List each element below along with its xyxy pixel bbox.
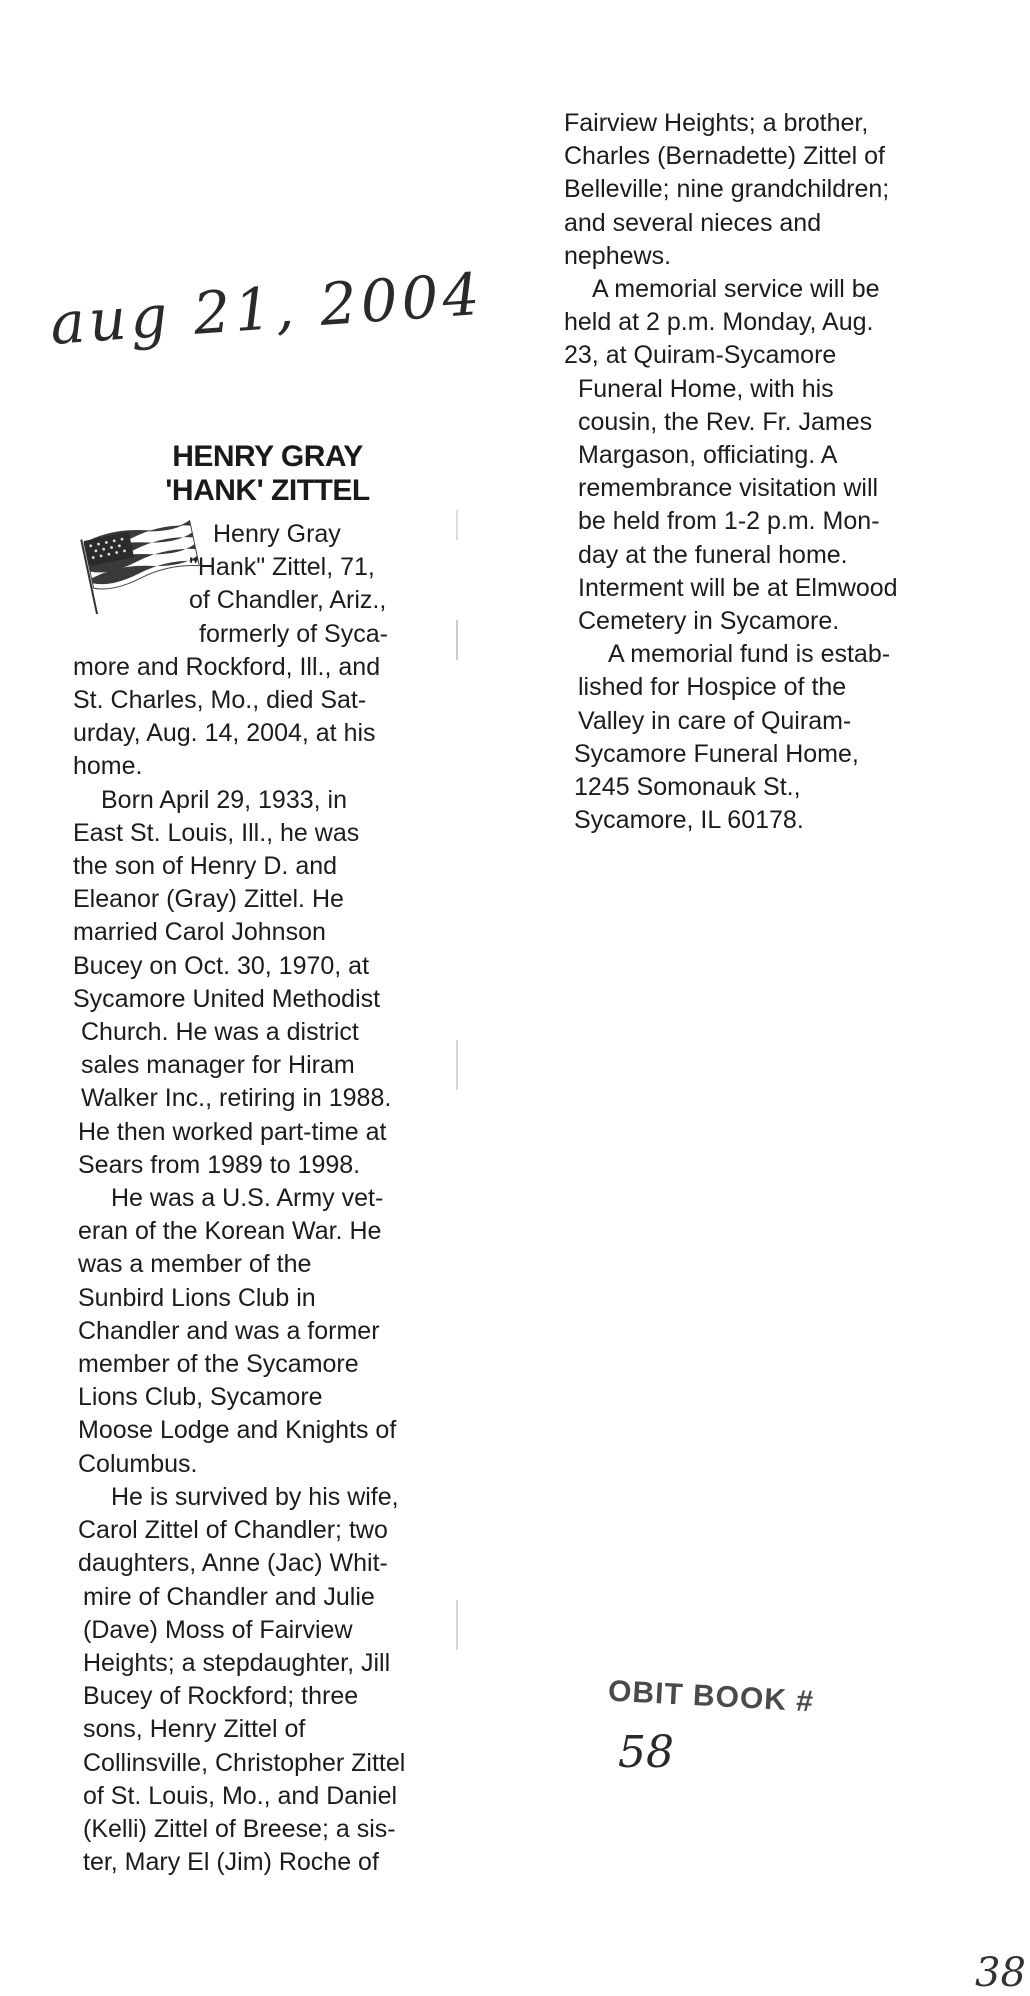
corner-note: 38 <box>975 1950 1026 1996</box>
text-line: He was a U.S. Army vet- <box>111 1184 384 1213</box>
text-line: Henry Gray <box>213 520 341 548</box>
text-line: the son of Henry D. and <box>73 852 338 881</box>
text-line: member of the Sycamore <box>78 1350 359 1379</box>
text-line: married Carol Johnson <box>73 918 326 947</box>
text-line: Sycamore Funeral Home, <box>574 739 859 768</box>
text-line: sales manager for Hiram <box>81 1051 355 1080</box>
text-line: A memorial fund is estab- <box>608 640 891 669</box>
text-line: home. <box>73 752 143 781</box>
text-line: East St. Louis, Ill., he was <box>73 818 360 847</box>
handwritten-date: aug 21, 2004 <box>48 259 486 358</box>
text-line: remembrance visitation will <box>578 474 879 503</box>
text-line: Sycamore, IL 60178. <box>574 806 804 835</box>
text-line: 23, at Quiram-Sycamore <box>564 341 837 370</box>
text-line: Funeral Home, with his <box>578 374 834 403</box>
text-line: be held from 1-2 p.m. Mon- <box>578 507 880 536</box>
text-line: Chandler and was a former <box>78 1316 380 1345</box>
text-line: He is survived by his wife, <box>111 1482 399 1511</box>
text-line: and several nieces and <box>564 208 822 237</box>
text-line: Interment will be at Elmwood <box>578 573 898 602</box>
text-line: Carol Zittel of Chandler; two <box>78 1516 388 1545</box>
text-line: (Dave) Moss of Fairview <box>83 1615 353 1644</box>
text-line: Walker Inc., retiring in 1988. <box>81 1084 392 1113</box>
clipping-edge-marks <box>452 500 462 1900</box>
text-line: lished for Hospice of the <box>578 673 847 702</box>
text-line: held at 2 p.m. Monday, Aug. <box>564 308 874 337</box>
text-line: of Chandler, Ariz., <box>189 586 387 615</box>
text-line: "Hank" Zittel, 71, <box>189 553 375 582</box>
text-line: ter, Mary El (Jim) Roche of <box>83 1848 379 1877</box>
text-line: Belleville; nine grandchildren; <box>564 175 890 204</box>
text-line: 1245 Somonauk St., <box>574 773 801 802</box>
text-line: of St. Louis, Mo., and Daniel <box>83 1781 398 1810</box>
text-line: nephews. <box>564 241 672 270</box>
text-line: Collinsville, Christopher Zittel <box>83 1748 406 1777</box>
text-line: Lions Club, Sycamore <box>78 1383 323 1412</box>
text-line: Church. He was a district <box>81 1018 359 1047</box>
text-line: Fairview Heights; a brother, <box>564 109 869 137</box>
obituary-right-column <box>564 107 964 837</box>
text-line: St. Charles, Mo., died Sat- <box>73 686 367 715</box>
headline-line-1: HENRY GRAY <box>172 440 363 473</box>
text-line: sons, Henry Zittel of <box>83 1715 306 1744</box>
text-line: cousin, the Rev. Fr. James <box>578 407 873 436</box>
text-line: Eleanor (Gray) Zittel. He <box>73 885 344 914</box>
text-line: more and Rockford, Ill., and <box>73 652 381 681</box>
text-line: Bucey of Rockford; three <box>83 1682 359 1711</box>
text-line: Charles (Bernadette) Zittel of <box>564 142 885 171</box>
text-line: Born April 29, 1933, in <box>101 785 347 814</box>
text-line: Heights; a stepdaughter, Jill <box>83 1648 391 1677</box>
text-line: day at the funeral home. <box>578 540 848 569</box>
obit-book-number: 58 <box>618 1727 674 1778</box>
text-line: Margason, officiating. A <box>578 441 838 470</box>
text-line: He then worked part-time at <box>78 1117 387 1146</box>
text-line: mire of Chandler and Julie <box>83 1582 375 1611</box>
text-line: A memorial service will be <box>592 275 880 304</box>
text-line: daughters, Anne (Jac) Whit- <box>78 1549 388 1578</box>
text-line: Sunbird Lions Club in <box>78 1283 316 1312</box>
obit-book-stamp: OBIT BOOK # <box>607 1674 815 1719</box>
obituary-headline <box>90 440 445 508</box>
text-line: Valley in care of Quiram- <box>578 706 852 735</box>
text-line: Sycamore United Methodist <box>73 984 381 1013</box>
text-line: Moose Lodge and Knights of <box>78 1416 397 1445</box>
headline-line-2: 'HANK' ZITTEL <box>165 474 370 507</box>
obituary-left-column <box>73 518 468 1879</box>
text-line: was a member of the <box>78 1250 312 1279</box>
text-line: urday, Aug. 14, 2004, at his <box>73 719 376 748</box>
text-line: eran of the Korean War. He <box>78 1217 382 1246</box>
text-line: Cemetery in Sycamore. <box>578 607 840 636</box>
text-line: formerly of Syca- <box>199 619 388 648</box>
text-line: Sears from 1989 to 1998. <box>78 1150 361 1179</box>
text-line: (Kelli) Zittel of Breese; a sis- <box>83 1814 396 1843</box>
text-line: Bucey on Oct. 30, 1970, at <box>73 951 370 980</box>
text-line: Columbus. <box>78 1449 198 1478</box>
